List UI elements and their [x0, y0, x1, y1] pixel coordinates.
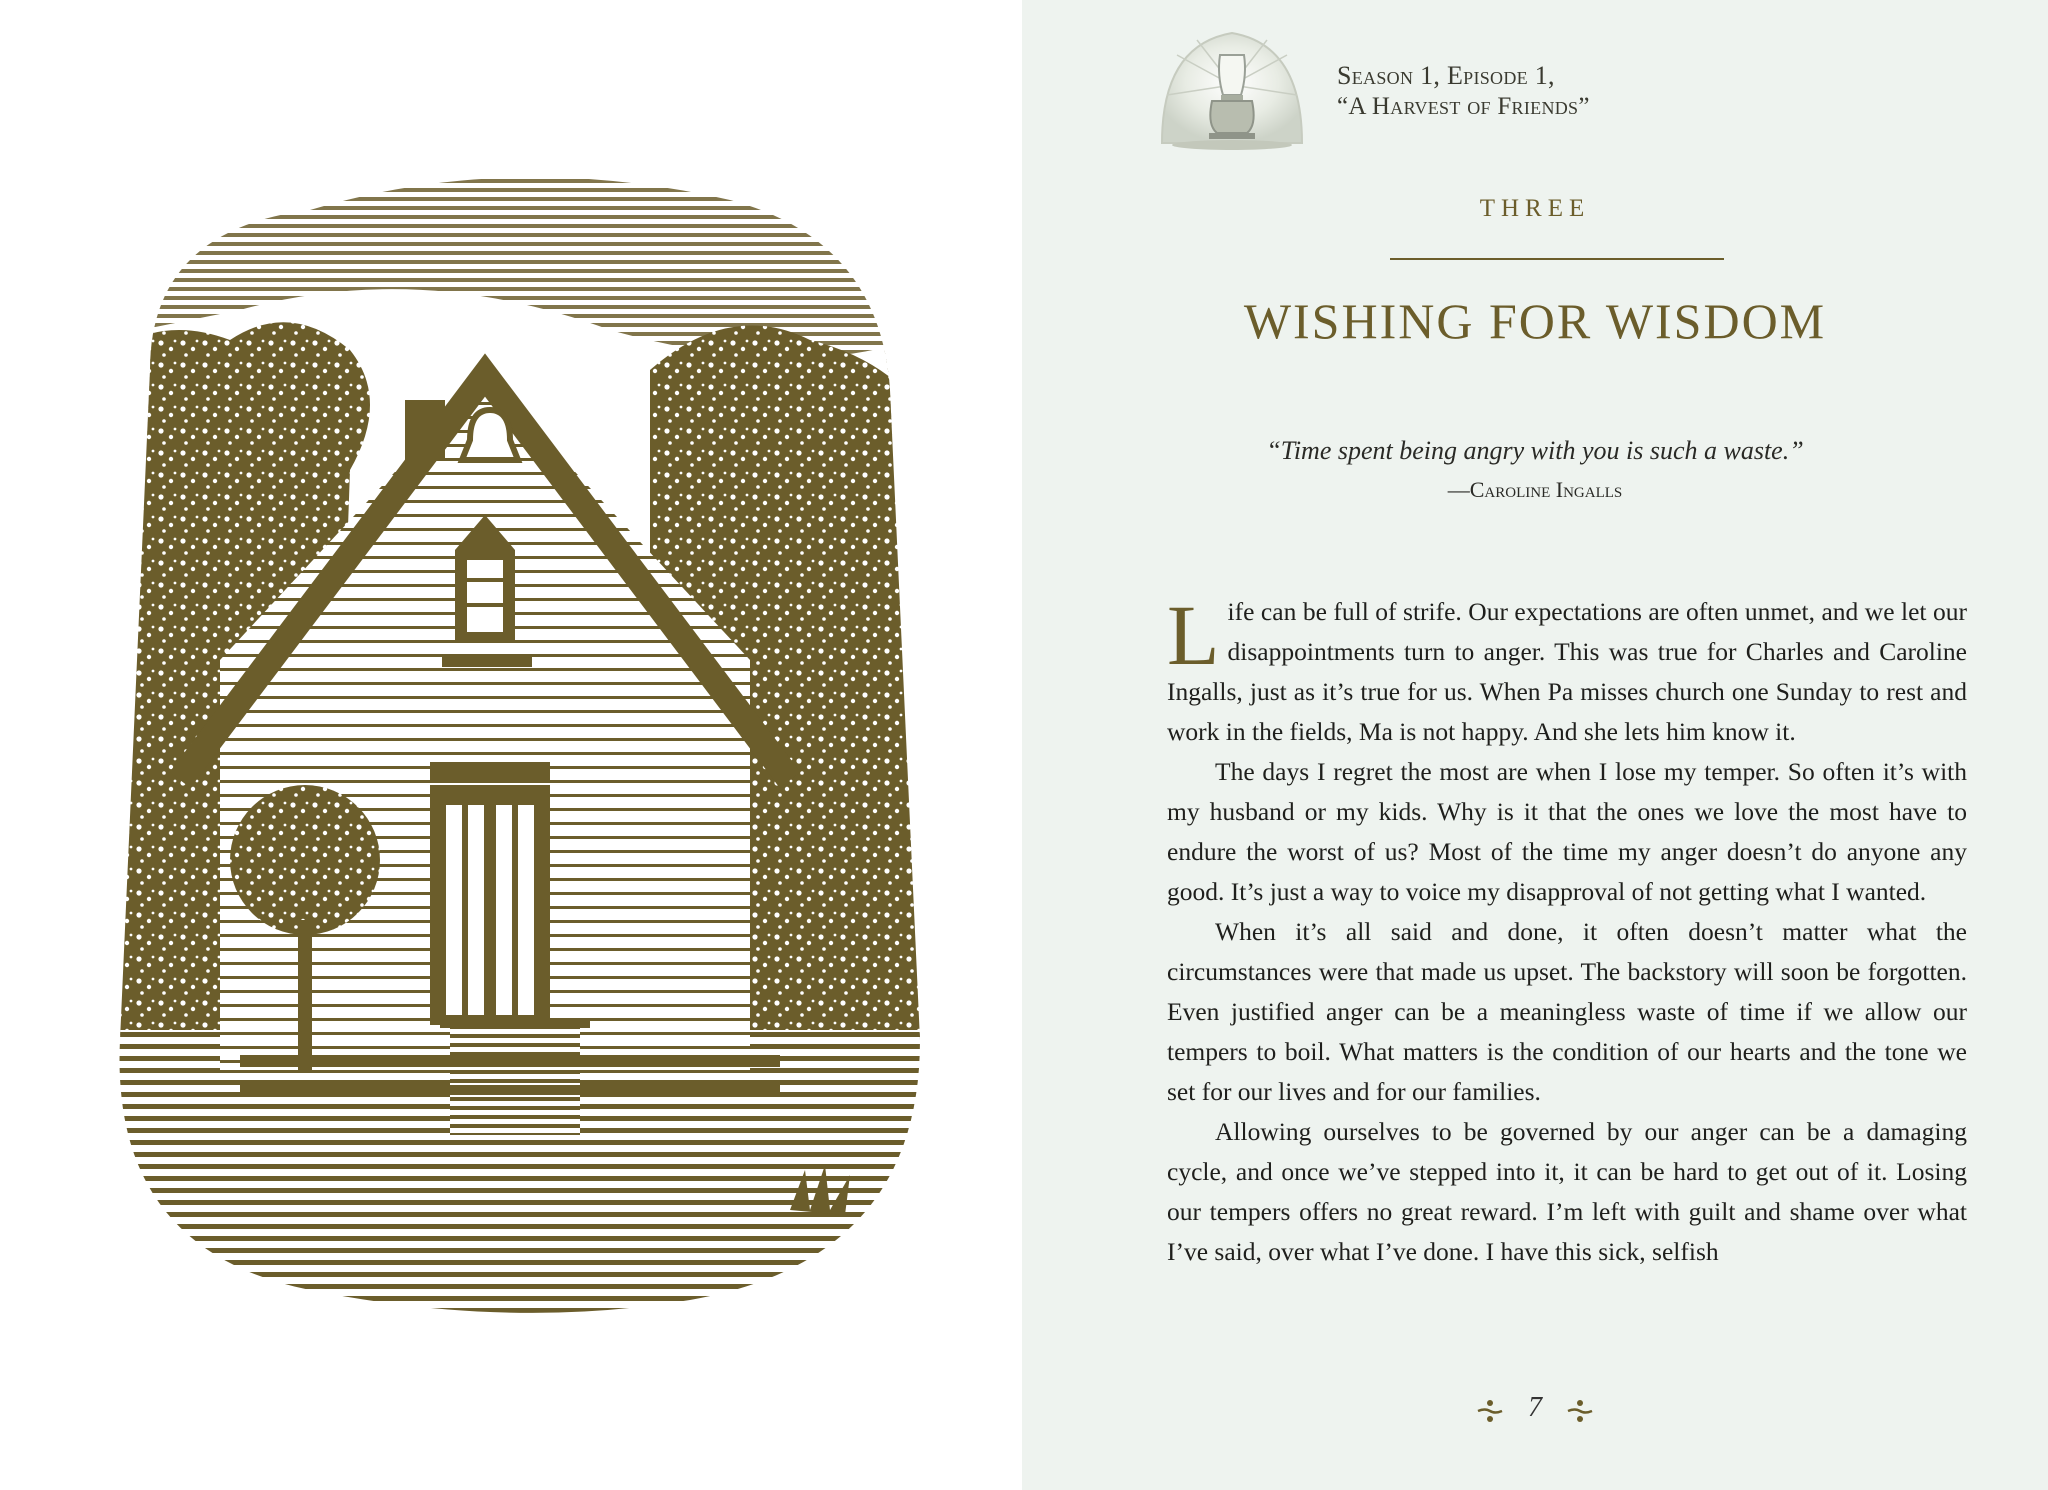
paragraph-1-text: ife can be full of strife. Our expectations are often unmet, and we let our disappointments turn to anger. This was true for Charles and Caroline Ingalls, just as it’s true for us. When Pa misses church one Sunday to rest and work in the fields, Ma is not happy. And she lets him know it.	[1167, 597, 1967, 746]
episode-label: Season 1, Episode 1,	[1337, 61, 1555, 90]
paragraph-1	[1167, 587, 1967, 752]
page-footer	[1022, 1392, 2048, 1432]
chapter-divider	[1390, 258, 1724, 260]
page-number: 7	[1528, 1392, 1542, 1423]
fleuron-icon	[1565, 1396, 1595, 1426]
episode-title: “A Harvest of Friends”	[1337, 93, 1590, 120]
paragraph-2: The days I regret the most are when I lose my temper. So often it’s with my husband or my kids. Why is it that the ones we love the most have to endure the worst of us? Most of the time my anger doesn’t do anyone any good. It’s just a way to voice my disapproval of not getting what I wanted.	[1167, 757, 1967, 906]
chapter-title: WISHING FOR WISDOM	[1243, 293, 1827, 349]
epigraph-quote: “Time spent being angry with you is such a waste.”	[1266, 436, 1804, 465]
right-page	[1022, 0, 2048, 1490]
drop-cap: L	[1167, 587, 1220, 683]
left-page	[0, 0, 1022, 1490]
episode-header	[1157, 25, 1857, 165]
body-text	[1167, 587, 1967, 1272]
fleuron-icon	[1475, 1396, 1505, 1426]
paragraph-4: Allowing ourselves to be governed by our anger can be a damaging cycle, and once we’ve stepped into it, it can be hard to get out of it. Losing our tempers offers no great reward. I’m left with guilt and shame over what I’ve said, over what I’ve done. I have this sick, selfish	[1167, 1117, 1967, 1266]
epigraph-attribution: —Caroline Ingalls	[1447, 477, 1623, 502]
oil-lamp-icon	[1157, 25, 1307, 155]
chapter-number: THREE	[1479, 195, 1591, 222]
paragraph-3: When it’s all said and done, it often doesn’t matter what the circumstances were that made us upset. The backstory will soon be forgotten. Even justified anger can be a meaningless waste of time if we allow our tempers to boil. What matters is the condition of our hearts and the tone we set for our lives and for our families.	[1167, 917, 1967, 1106]
church-engraving-icon	[90, 140, 930, 1320]
